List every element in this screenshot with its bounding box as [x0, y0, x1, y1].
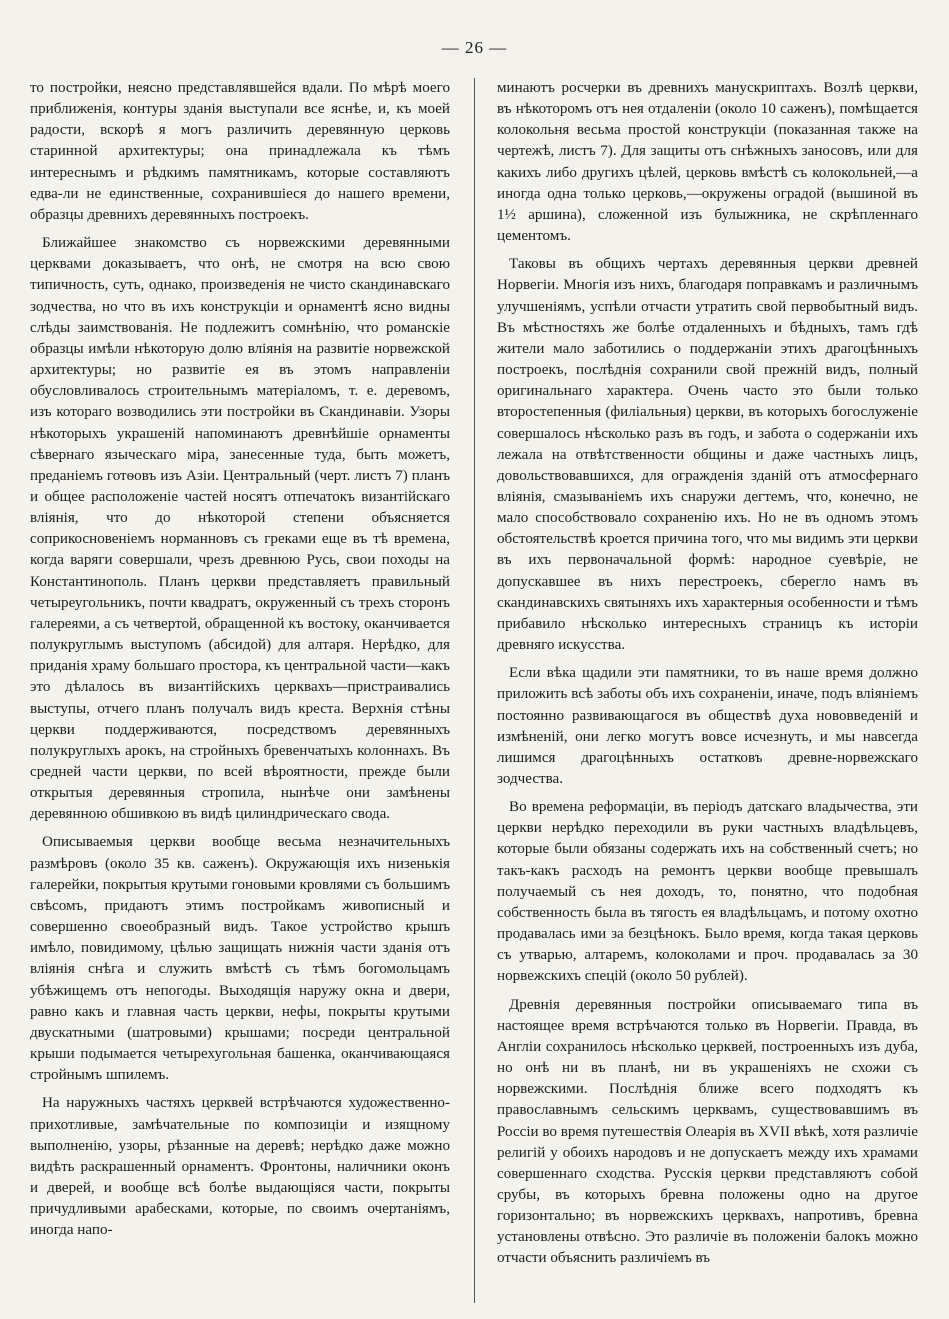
paragraph: На наружныхъ частяхъ церквей встрѣчаются художественно-прихотливые, замѣчательные по композиціи и изящному выполненію, узоры, рѣзанные на деревѣ; нерѣдко даже можно видѣть раскрашенный орнаментъ. Фронтоны, наличники оконъ и дверей, и вообще всѣ болѣе выдающіяся части, покрыты причудливыми арабесками, которые, по своимъ очертаніямъ, иногда напо- — [30, 1095, 450, 1239]
paragraph: Описываемыя церкви вообще весьма незначительныхъ размѣровъ (около 35 кв. саженъ). Окружающія ихъ низенькія галерейки, покрытыя крутыми гоновыми кровлями съ большимъ свѣсомъ, придаютъ этимъ постройкамъ живописный и совершенно своеобразный видъ. Такое устройство крышъ имѣло, повидимому, цѣлью защищать нижнія части зданія отъ вліянія снѣга и служить вмѣстѣ съ тѣмъ богомольцамъ убѣжищемъ отъ непогоды. Выходящія наружу окна и двери, равно какъ и главная часть церкви, нефы, покрыты крутыми двускатными (шатровыми) крышами; посреди центральной крыши подымается четырехугольная башенка, оканчивающаяся стройнымъ шпилемъ. — [30, 834, 450, 1084]
left-column — [30, 78, 450, 1303]
column-divider — [474, 78, 475, 1303]
paragraph: Если вѣка щадили эти памятники, то въ наше время должно приложить всѣ заботы объ ихъ сохраненіи, иначе, подъ вліяніемъ постоянно развивающагося въ обществѣ духа нововведеній и измѣненій, они легко могутъ вовсе исчезнуть, и мы навсегда лишимся драгоцѣнныхъ остатковъ древне-норвежскаго зодчества. — [497, 665, 918, 787]
paragraph: минаютъ росчерки въ древнихъ манускриптахъ. Возлѣ церкви, въ нѣкоторомъ отъ нея отдаленіи (около 10 саженъ), помѣщается колокольня весьма простой конструкціи (показанная также на чертежѣ, листъ 7). Для защиты отъ снѣжныхъ заносовъ, или для какихъ либо другихъ цѣлей, церковь вмѣстѣ съ колокольней,—а иногда одна только церковь,—окружены оградой (вышиной въ 1½ аршина), сложенной изъ булыжника, не скрѣпленнаго цементомъ. — [497, 80, 918, 245]
paragraph: Древнія деревянныя постройки описываемаго типа въ настоящее время встрѣчаются только въ Норвегіи. Правда, въ Англіи сохранилось нѣсколько церквей, построенныхъ изъ дуба, но онѣ ни въ планѣ, ни въ украшеніяхъ не схожи съ норвежскими. Послѣднія ближе всего подходятъ къ православнымъ сельскимъ церквамъ, существовавшимъ въ Россіи во время путешествія Олеарія въ XVII вѣкѣ, хотя различіе религій у обоихъ народовъ и не допускаетъ между ихъ храмами совершеннаго сходства. Русскія церкви представляютъ собой срубы, въ которыхъ бревна положены одно на другое горизонтально; въ норвежскихъ церквахъ, напротивъ, бревна установлены отвѣсно. Это различіе въ положеніи балокъ можно отчасти объяснить различіемъ въ — [497, 996, 918, 1267]
paragraph: Во времена реформаціи, въ періодъ датскаго владычества, эти церкви нерѣдко переходили въ руки частныхъ владѣльцевъ, которые были обязаны содержать ихъ на собственный счетъ; но такъ-какъ расходъ на ремонтъ церкви вообще превышалъ получаемый съ нея доходъ, то, понятно, что подобная собственность была въ тягость ея владѣльцамъ, и потому охотно продавалась ими за безцѣнокъ. Было время, когда такая церковь съ утварью, алтаремъ, колоколами и проч. продавалась за 30 норвежскихъ спецій (около 50 рублей). — [497, 799, 918, 985]
paragraph: Таковы въ общихъ чертахъ деревянныя церкви древней Норвегіи. Многія изъ нихъ, благодаря поправкамъ и различнымъ улучшеніямъ, успѣли отчасти утратить свой первобытный видъ. Въ мѣстностяхъ же болѣе отдаленныхъ и бѣдныхъ, тамъ гдѣ жители мало заботились о поддержаніи этихъ драгоцѣнныхъ построекъ, послѣднія сохранили свой прежній видъ, полный оригинальнаго характера. Очень часто это были только второстепенныя (филіальныя) церкви, въ которыхъ богослуженіе совершалось нѣсколько разъ въ годъ, и забота о содержаніи ихъ лежала на отвѣтственности общины и даже частныхъ лицъ, довольствовавшихся, для огражденія зданій отъ атмосфернаго вліянія, смазываніемъ ихъ снаружи дегтемъ, что, конечно, не мало способствовало сохраненію ихъ. Но не въ одномъ этомъ обстоятельствѣ кроется причина того, что мы видимъ эти церкви въ ихъ первоначальной формѣ: народное суевѣріе, не допускавшее въ нихъ перестроекъ, сберегло намъ въ скандинавскихъ святыняхъ ихъ характерныя особенности и тѣмъ прибавило нѣсколько интересныхъ страницъ къ исторіи древняго искусства. — [497, 256, 918, 654]
page-number: — 26 — — [441, 38, 508, 57]
paragraph: то постройки, неясно представлявшейся вдали. По мѣрѣ моего приближенія, контуры зданія выступали все яснѣе, и, къ моей радости, вскорѣ я могъ различить деревянную церковь старинной архитектуры; она принадлежала къ тѣмъ интереснымъ и рѣдкимъ памятникамъ, которые составляютъ едва-ли не единственные, сохранившіеся до нашего времени, образцы древнихъ деревянныхъ построекъ. — [30, 80, 450, 223]
right-column — [497, 78, 918, 1303]
paragraph: Ближайшее знакомство съ норвежскими деревянными церквами доказываетъ, что онѣ, не смотря на всю свою типичность, суть, однако, произведенія не чисто скандинавскаго зодчества, но что въ ихъ конструкціи и орнаментѣ ясно видны слѣды заимствованія. Не подлежитъ сомнѣнію, что романскіе образцы имѣли нѣкоторую долю вліянія на развитіе норвежской архитектуры; но развитіе ея въ этомъ направленіи обусловливалось строительнымъ матеріаломъ, т. е. деревомъ, изъ котораго возводились эти постройки въ Скандинавіи. Узоры нѣкоторыхъ украшеній напоминаютъ древнѣйшіе орнаменты сѣвернаго языческаго міра, занесенные туда, быть можетъ, преданіемъ готѳовъ изъ Азіи. Центральный (черт. листъ 7) планъ и общее расположеніе частей носятъ отпечатокъ византійскаго вліянія, что до нѣкоторой степени объясняется соприкосновеніемъ норманновъ съ греками еще въ тѣ времена, когда варяги совершали, чрезъ древнюю Русь, свои походы на Константинополь. Планъ церкви представляетъ правильный четыреугольникъ, почти квадратъ, окруженный съ трехъ сторонъ галереями, а съ четвертой, обращенной къ востоку, оканчивается полукруглымъ выступомъ (абсидой) для алтаря. Нерѣдко, для приданія храму большаго простора, къ центральной части—какъ это дѣлалось въ византійскихъ церквахъ—пристраивались выступы, отчего планъ получалъ видъ креста. Верхнія стѣны церкви поддерживаются, посредствомъ деревянныхъ полукруглыхъ арокъ, на стройныхъ бревенчатыхъ колоннахъ. Въ средней части церкви, по всей вѣроятности, прежде были открытыя деревянныя стропила, нынѣче они замѣнены деревянною обшивкою въ видѣ цилиндрическаго свода. — [30, 235, 450, 823]
